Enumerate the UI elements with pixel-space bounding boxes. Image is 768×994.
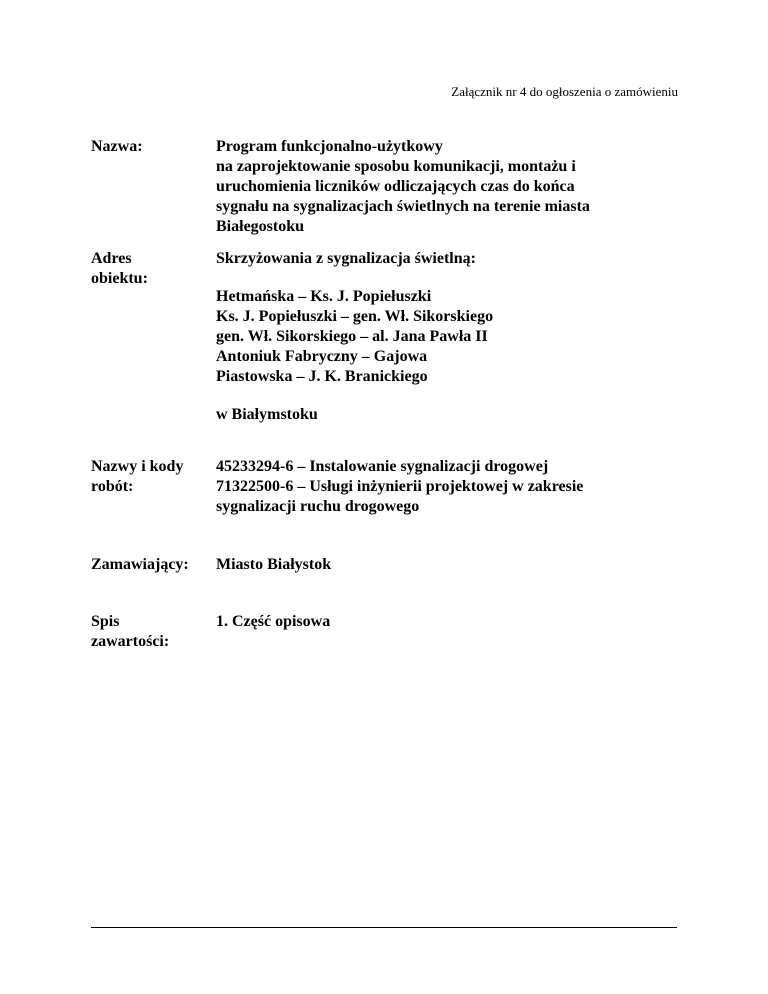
address-label-line: obiektu: — [91, 270, 148, 287]
contents-label — [91, 612, 211, 652]
client-value: Miasto Białystok — [216, 556, 332, 573]
bottom-divider — [91, 927, 677, 928]
intersection-item: Piastowska – J. K. Branickiego — [216, 368, 428, 385]
name-label: Nazwa: — [91, 138, 143, 155]
works-line: 71322500-6 – Usługi inżynierii projektowej w zakresie — [216, 478, 584, 495]
name-line: Białegostoku — [216, 218, 305, 235]
intersection-item: Ks. J. Popiełuszki – gen. Wł. Sikorskiego — [216, 308, 494, 325]
contents-label-line: Spis — [91, 613, 120, 630]
name-line: uruchomienia liczników odliczających czas do końca — [216, 178, 575, 195]
intersection-item: Hetmańska – Ks. J. Popiełuszki — [216, 288, 432, 305]
address-label-line: Adres — [91, 250, 132, 267]
intersection-item: gen. Wł. Sikorskiego – al. Jana Pawła II — [216, 328, 488, 345]
contents-label-line: zawartości: — [91, 633, 170, 650]
works-label-line: robót: — [91, 478, 134, 495]
name-line: na zaprojektowanie sposobu komunikacji, montażu i — [216, 158, 576, 175]
works-label-line: Nazwy i kody — [91, 458, 184, 475]
name-line: Program funkcjonalno-użytkowy — [216, 138, 443, 155]
annex-note: Załącznik nr 4 do ogłoszenia o zamówieniu — [451, 84, 678, 99]
intersection-item: Antoniuk Fabryczny – Gajowa — [216, 348, 428, 365]
address-heading: Skrzyżowania z sygnalizacja świetlną: — [216, 250, 476, 267]
address-label — [91, 249, 211, 289]
works-line: sygnalizacji ruchu drogowego — [216, 498, 420, 515]
works-line: 45233294-6 – Instalowanie sygnalizacji drogowej — [216, 458, 549, 475]
name-value — [216, 137, 678, 237]
address-value — [216, 249, 678, 425]
address-city: w Białymstoku — [216, 406, 318, 423]
contents-value: 1. Część opisowa — [216, 613, 331, 630]
works-label — [91, 457, 211, 497]
name-line: sygnału na sygnalizacjach świetlnych na terenie miasta — [216, 198, 590, 215]
client-label: Zamawiający: — [91, 556, 189, 573]
works-value — [216, 457, 678, 517]
